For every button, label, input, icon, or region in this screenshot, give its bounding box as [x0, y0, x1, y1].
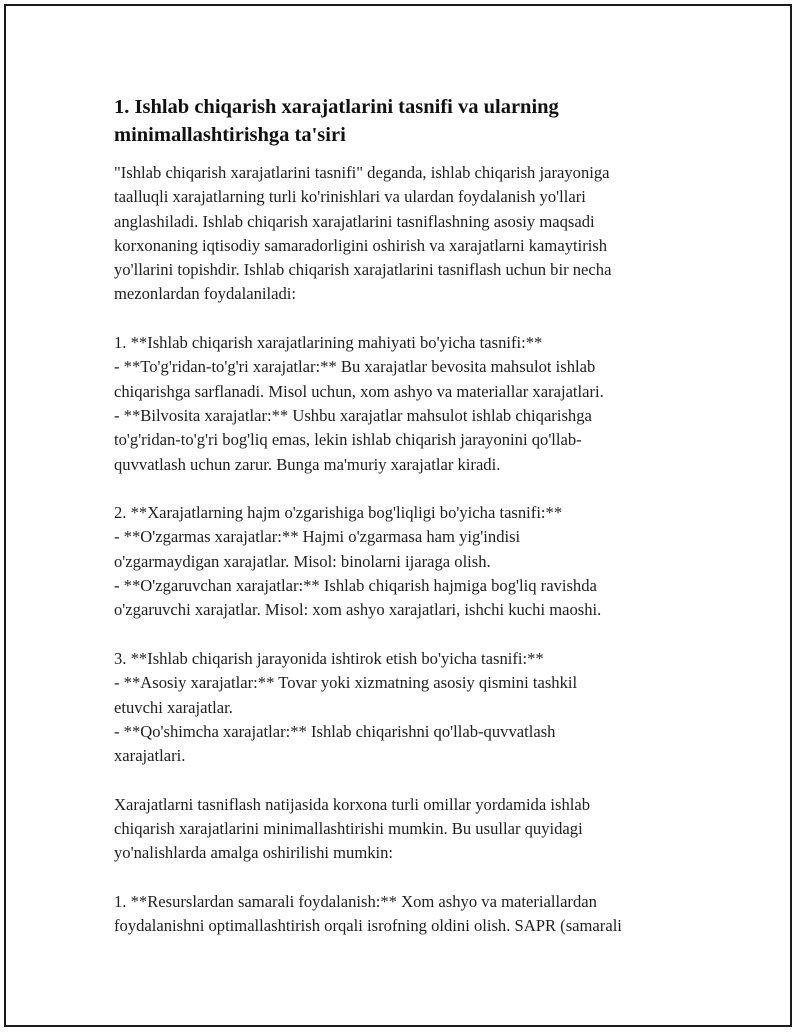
body-text: "Ishlab chiqarish xarajatlarini tasnifi" deganda, ishlab chiqarish jarayoniga taalluqli xarajatlarning turli ko'rinishlari va ulardan foydalanish yo'llari anglashiladi. Ishlab chiqarish xarajatlarini tasniflashning asosiy maqsadi korxonaning iqtisodiy samaradorligini oshirish va xarajatlarni kamaytirish yo'llarini topishdir. Ishlab chiqarish xarajatlarini tasniflash uchun bir necha mezonlardan foydalaniladi: 1. **Ishlab chiqarish xarajatlarining mahiyati bo'yicha tasnifi:** - **To'g'ridan-to'g'ri xarajatlar:** Bu xarajatlar bevosita mahsulot ishlab chiqarishga sarflanadi. Misol uchun, xom ashyo va materiallar xarajatlari. - **Bilvosita xarajatlar:** Ushbu xarajatlar mahsulot ishlab chiqarishga to'g'ridan-to'g'ri bog'liq emas, lekin ishlab chiqarish jarayonini qo'llab- quvvatlash uchun zarur. Bunga ma'muriy xarajatlar kiradi. 2. **Xarajatlarning hajm o'zgarishiga bog'liqligi bo'yicha tasnifi:** - **O'zgarmas xarajatlar:** Hajmi o'zgarmasa ham yig'indisi o'zgarmaydigan xarajatlar. Misol: binolarni ijaraga olish. - **O'zgaruvchan xarajatlar:** Ishlab chiqarish hajmiga bog'liq ravishda o'zgaruvchi xarajatlar. Misol: xom ashyo xarajatlari, ishchi kuchi maoshi. 3. **Ishlab chiqarish jarayonida ishtirok etish bo'yicha tasnifi:** - **Asosiy xarajatlar:** Tovar yoki xizmatning asosiy qismini tashkil etuvchi xarajatlar. - **Qo'shimcha xarajatlar:** Ishlab chiqarishni qo'llab-quvvatlash xarajatlari. Xarajatlarni tasniflash natijasida korxona turli omillar yordamida ishlab chiqarish xarajatlarini minimallashtirishi mumkin. Bu usullar quyidagi yo'nalishlarda amalga oshirilishi mumkin: 1. **Resurslardan samarali foydalanish:** Xom ashyo va materiallardan foydalanishni optimallashtirish orqali isrofning oldini olish. SAPR (samarali [114, 163, 622, 936]
document-content [114, 93, 694, 939]
section-heading: 1. Ishlab chiqarish xarajatlarini tasnifi va ularning minimallashtirishga ta'siri [114, 96, 559, 146]
